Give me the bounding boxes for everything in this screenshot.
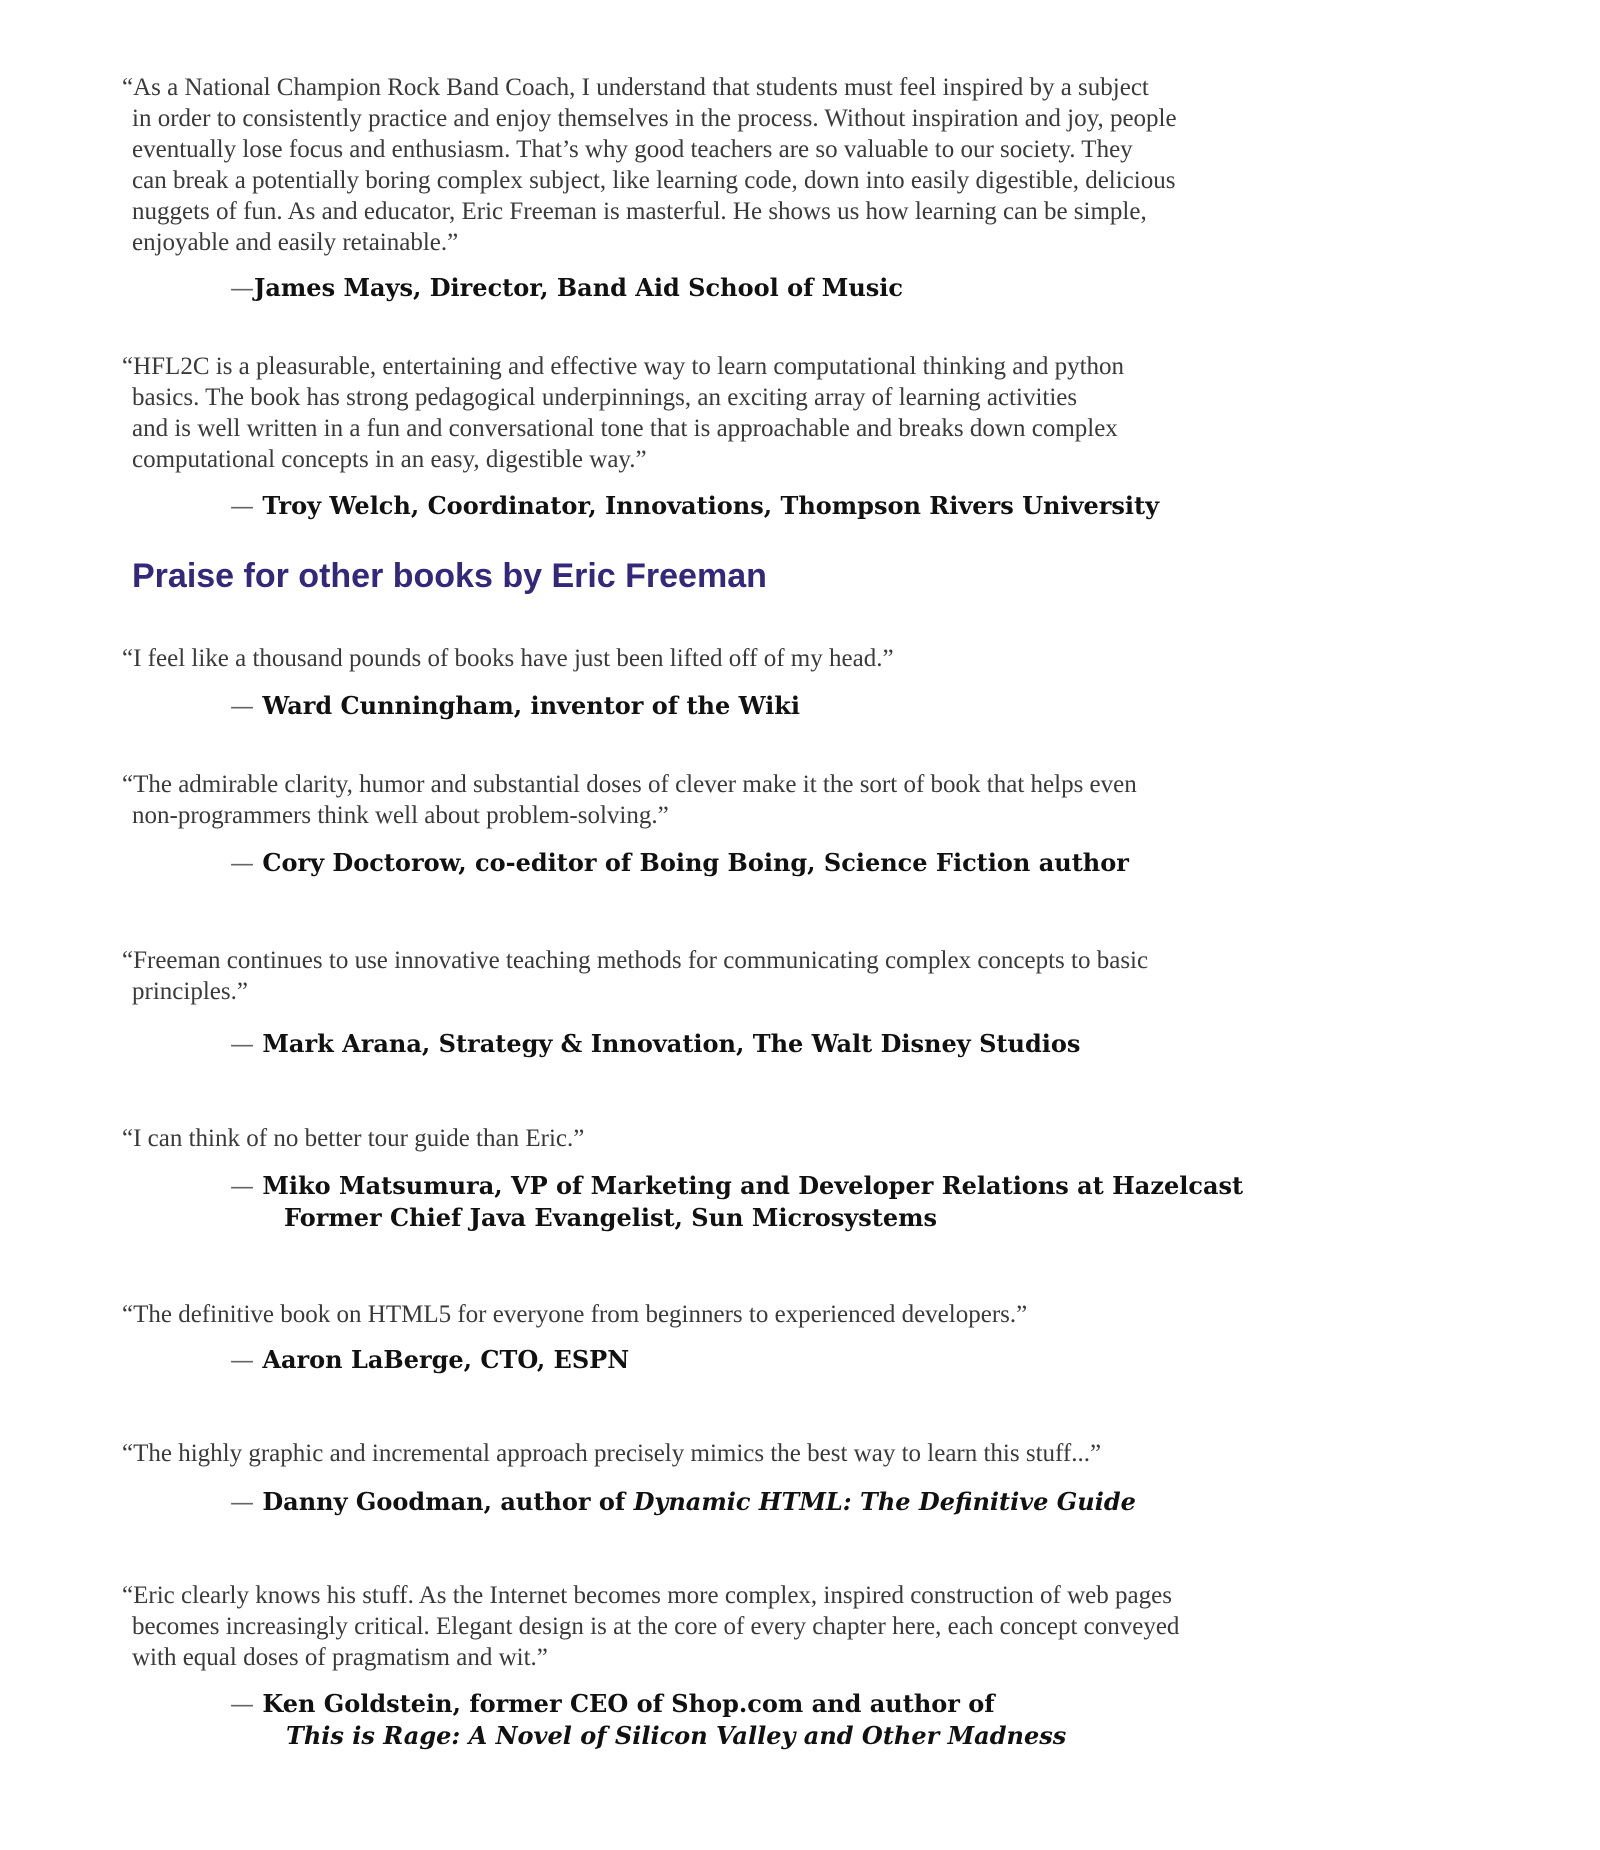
em-dash: — bbox=[230, 692, 254, 720]
quote-line: “The highly graphic and incremental approach precisely mimics the best way to learn this stuff...” bbox=[122, 1440, 1102, 1467]
testimonial-attribution bbox=[230, 1344, 1330, 1376]
quote-line: enjoyable and easily retainable.” bbox=[132, 229, 459, 256]
quote-line: becomes increasingly critical. Elegant design is at the core of every chapter here, each concept conveyed bbox=[132, 1613, 1180, 1640]
testimonial-quote bbox=[122, 945, 1322, 1007]
quote-line: non-programmers think well about problem-solving.” bbox=[132, 802, 669, 829]
attribution-text: Ken Goldstein, former CEO of Shop.com and author of bbox=[262, 1689, 995, 1718]
attribution-text: James Mays, Director, Band Aid School of Music bbox=[254, 273, 904, 302]
testimonial-quote bbox=[122, 1580, 1322, 1673]
testimonial-quote bbox=[122, 769, 1322, 831]
em-dash: — bbox=[230, 1346, 254, 1374]
quote-line: “Eric clearly knows his stuff. As the Internet becomes more complex, inspired construction of web pages bbox=[122, 1582, 1172, 1609]
attribution-continuation: Former Chief Java Evangelist, Sun Microsystems bbox=[284, 1203, 938, 1232]
quote-line: principles.” bbox=[132, 978, 248, 1005]
book-title: This is Rage: A Novel of Silicon Valley and Other Madness bbox=[286, 1721, 1067, 1750]
quote-line: “The admirable clarity, humor and substantial doses of clever make it the sort of book that helps even bbox=[122, 771, 1137, 798]
quote-line: basics. The book has strong pedagogical underpinnings, an exciting array of learning activities bbox=[132, 384, 1078, 411]
testimonial-quote bbox=[122, 643, 1322, 674]
testimonial-attribution bbox=[230, 1028, 1330, 1060]
testimonial-attribution bbox=[230, 1486, 1330, 1518]
attribution-text: Cory Doctorow, co-editor of Boing Boing, Science Fiction author bbox=[262, 848, 1129, 877]
testimonial-attribution bbox=[230, 1688, 1330, 1751]
quote-line: computational concepts in an easy, digestible way.” bbox=[132, 446, 647, 473]
quote-line: nuggets of fun. As and educator, Eric Freeman is masterful. He shows us how learning can be simple, bbox=[132, 198, 1147, 225]
book-title: Dynamic HTML: The Definitive Guide bbox=[633, 1487, 1136, 1516]
quote-line: can break a potentially boring complex subject, like learning code, down into easily digestible, delicious bbox=[132, 167, 1176, 194]
testimonial-attribution bbox=[230, 490, 1330, 522]
testimonial-quote bbox=[122, 351, 1322, 475]
quote-line: “As a National Champion Rock Band Coach, I understand that students must feel inspired by a subject bbox=[122, 74, 1149, 101]
quote-line: in order to consistently practice and enjoy themselves in the process. Without inspiration and joy, people bbox=[132, 105, 1177, 132]
attribution-text: Miko Matsumura, VP of Marketing and Developer Relations at Hazelcast bbox=[262, 1171, 1244, 1200]
em-dash: — bbox=[230, 274, 254, 302]
quote-line: and is well written in a fun and conversational tone that is approachable and breaks down complex bbox=[132, 415, 1118, 442]
attribution-text: Danny Goodman, author of bbox=[262, 1487, 634, 1516]
testimonial-attribution bbox=[230, 272, 1330, 304]
testimonial-quote bbox=[122, 1299, 1322, 1330]
testimonial-quote bbox=[122, 72, 1322, 258]
testimonial-attribution bbox=[230, 1170, 1330, 1233]
testimonial-quote bbox=[122, 1123, 1322, 1154]
quote-line: “Freeman continues to use innovative teaching methods for communicating complex concepts to basic bbox=[122, 947, 1149, 974]
em-dash: — bbox=[230, 1030, 254, 1058]
attribution-text: Mark Arana, Strategy & Innovation, The Walt Disney Studios bbox=[262, 1029, 1081, 1058]
testimonial-attribution bbox=[230, 847, 1330, 879]
attribution-text: Ward Cunningham, inventor of the Wiki bbox=[262, 691, 801, 720]
em-dash: — bbox=[230, 492, 254, 520]
quote-line: “The definitive book on HTML5 for everyone from beginners to experienced developers.” bbox=[122, 1301, 1028, 1328]
em-dash: — bbox=[230, 1172, 254, 1200]
attribution-text: Troy Welch, Coordinator, Innovations, Thompson Rivers University bbox=[262, 491, 1160, 520]
em-dash: — bbox=[230, 1488, 254, 1516]
em-dash: — bbox=[230, 849, 254, 877]
attribution-text: Aaron LaBerge, CTO, ESPN bbox=[262, 1345, 630, 1374]
section-heading: Praise for other books by Eric Freeman bbox=[132, 557, 767, 595]
em-dash: — bbox=[230, 1690, 254, 1718]
testimonial-quote bbox=[122, 1438, 1322, 1469]
quote-line: eventually lose focus and enthusiasm. That’s why good teachers are so valuable to our society. They bbox=[132, 136, 1133, 163]
testimonial-attribution bbox=[230, 690, 1330, 722]
quote-line: with equal doses of pragmatism and wit.” bbox=[132, 1644, 548, 1671]
quote-line: “I can think of no better tour guide than Eric.” bbox=[122, 1125, 585, 1152]
quote-line: “I feel like a thousand pounds of books have just been lifted off of my head.” bbox=[122, 645, 894, 672]
quote-line: “HFL2C is a pleasurable, entertaining and effective way to learn computational thinking and python bbox=[122, 353, 1125, 380]
